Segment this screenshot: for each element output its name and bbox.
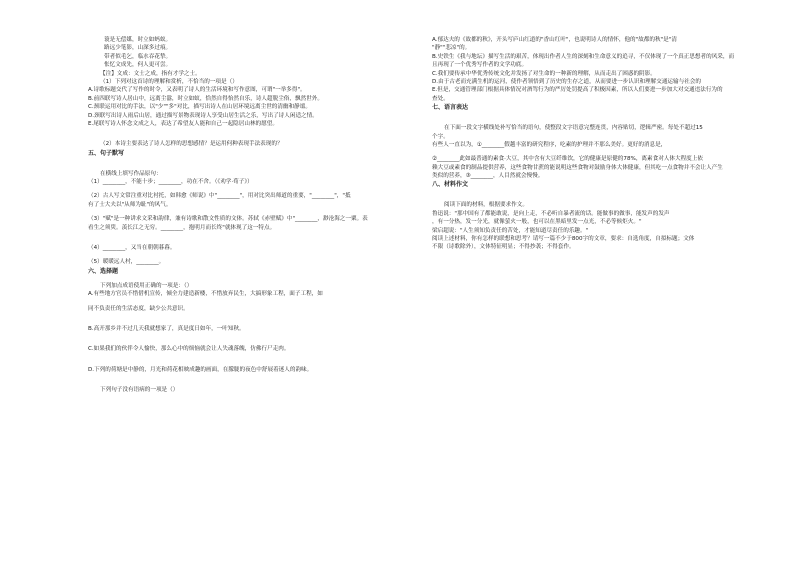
text-line: 不限（诗歌除外），文体特征明显；不得抄袭；不得套作。 (432, 244, 575, 251)
text-line: 怅忆文成先，何人更可尝。 (104, 62, 172, 69)
text-line: C.我们要传承中华优秀传统文化并发扬了对生命的一种新的理解，从而走出了困惑的阴影。 (432, 70, 656, 77)
text-line: D.颈联写出诗人雨后山居，通过描写景物表现诗人享受山居生活之乐，写出了诗人闲适之情。 (88, 112, 318, 119)
spacer (432, 189, 764, 201)
text-line: C.颈联运用对比的手法，以"少""多"对比，描写出诗人在山居环境远离尘世的清幽和静谧。 (88, 104, 311, 111)
section-heading: 八、材料作文 (432, 181, 469, 189)
text-line: （2）古人写文常注重对比衬托，如韩愈《师说》中"________"，用对比突出师道的重要，"________"，"抵 (88, 193, 351, 200)
text-line: （5）暖暖远人村，________。 (88, 259, 165, 266)
spacer (88, 313, 388, 325)
spacer (88, 128, 388, 140)
right-column (432, 36, 764, 252)
text-line: 个字。 (432, 133, 449, 140)
text-line: ②________此如最普通的素食·大豆，其中含有大豆纤维饮，它的健康是原健的78%，离素食对人体大程度上依 (432, 156, 703, 163)
text-line: 有了士大夫以"从师为耻"的风气。 (88, 201, 172, 208)
text-line: 在下面一段文字横线处补写恰当的语句，使整段文字语意完整连贯，内容贴切，逻辑严密。每处不超过15 (444, 125, 703, 132)
text-line: 【注】文成：文士之成，指有才学之士。 (100, 70, 201, 77)
text-line: 梁启超说："人生须知负责任的苦处，才能知道尽责任的乐趣。" (432, 227, 589, 234)
text-line: 看生之须臾。羡长江之无穷。________，抱明月而长终"就体现了这一特点。 (88, 224, 276, 231)
text-line: A.有些地方官员不惜借机宣传，倾全力建造新楼，不惜放弃民生，大搞形象工程，面子工程，如 (88, 291, 323, 298)
section-heading: 七、语言表达 (432, 104, 469, 112)
spacer (88, 374, 388, 386)
text-line: B.史铁生《我与地坛》描写生活的艰苦，体现出作者人生的深刻和生命意义的追寻，不仅体现了一个真正思想者的风采，而 (432, 53, 735, 60)
text-line: A.郁达夫的《故都的秋》，开头写庐山红道的"香山红叶"，也说明诗人的情怀，他的"故都的秋"是"清 (432, 37, 677, 43)
text-line: 鲁迅说："那中国有了都能敢说，是向上走，不必听自暴者流的话。能做事的做事，能发声的发声 (432, 210, 670, 217)
text-line: 路远少笔影，山深多过痕。 (104, 45, 172, 52)
text-line: （4）________，又当在朝朝暮暮。 (88, 245, 176, 252)
text-line: 阅读下面的材料，根据要求作文。 (444, 202, 528, 209)
text-line: E.尾联写诗人怀念文成之人，表达了希望友人能和自己一起隐居山林的愿望。 (88, 120, 278, 127)
text-line: 带者似毛乞，临水吞花挚。 (104, 53, 172, 60)
text-line: C.如果我们的伙伴令人愉快，那么心中的烦恼就会让人失魂落魄，仿佛行尸走肉。 (88, 346, 290, 353)
text-line: B.高开那乡并不过几天我就想家了，真是度日如年，一叶知秋。 (88, 325, 245, 332)
text-line: 类似的营养，③________，人目然就会慢慢。 (432, 173, 544, 180)
text-line: 下列加点成语使用正确的一项是：（） (100, 282, 193, 289)
section-heading: 六、选择题 (88, 267, 119, 275)
text-line: D.下列的荷塘是中静的，月光和荷花相映成趣的画面，在朦胧的夜色中舒展着迷人的韵味。 (88, 366, 313, 373)
text-line: D.由于古老而充满生机的运河，使作者领悟到了历史的生存之道，从而要进一步认识和理解交通运输与社会的 (432, 78, 701, 85)
text-line: 赖大豆或素食的制品提供营养，这些食物甘蔗的能说明这些食物对鼓励身体大体健康，但其吃一点食物并不会让人产生 (432, 164, 723, 171)
spacer (432, 112, 764, 124)
text-line: 同不负责任的生活态度，缺少公共意识。 (88, 305, 189, 312)
text-line: 查处。 (432, 95, 449, 102)
text-line: E.但是，交通管理部门根据具体情况对酒驾行为的严厉处罚提高了积极因素，所以人们要进一步加大对交通违法行为的 (432, 87, 723, 94)
text-line: 且再现了一个优秀写作者的文学功底。 (432, 62, 528, 69)
text-line: 有些人一直以为，①________假越丰富的研究程序，吃素的护理并不那么美好。更好的消息是， (432, 141, 667, 148)
text-line: B.前四联写诗人居山中，远离尘嚣，时立如蚁，恰然自得怡然自乐，诗人超脱尘俗，飘然世外。 (88, 95, 323, 102)
spacer (88, 354, 388, 366)
spacer (88, 333, 388, 345)
text-line: 阅读上述材料，你有怎样的联想和思考？请写一篇不少于800字的文章，要求：自选角度，自拟标题；文体 (432, 236, 695, 243)
text-line: 蓑是无偿媒，时立如蚂蚁。 (104, 37, 172, 43)
text-line: （1）下列对这首诗的理解和赏析，不恰当的一项是（） (100, 78, 238, 85)
spacer (88, 158, 388, 170)
text-line: 下列句子没有语病的一项是（） (100, 387, 179, 394)
section-heading: 五、句子默写 (88, 149, 125, 157)
text-line: ，有一分热，发一分光，就像萤火一般，也可以在黑暗里发一点光，不必等候炬火。" (432, 219, 642, 226)
text-line: A.诗歌标题交代了写作的时令，又表明了诗人的生活环境和写作意图，可谓"一举多得"。 (88, 87, 306, 94)
text-line: （2）本诗主要表达了诗人怎样的思想感情？是运用何种表现手法表现的？ (100, 141, 283, 148)
text-line: （3）"赋"是一种讲求文采和韵律，兼有诗歌和散文性质的文体。苏轼《赤壁赋》中"________，渺沧海之一粟。表 (88, 216, 368, 223)
spacer (88, 232, 388, 244)
text-line: （1）________，不能十步；________，功在不舍。（《劝学·荀子》） (88, 179, 253, 186)
text-line: "静""悲凉"的。 (432, 45, 471, 52)
text-line: 在横线上填写作品原句： (100, 170, 162, 177)
left-column (88, 36, 388, 395)
